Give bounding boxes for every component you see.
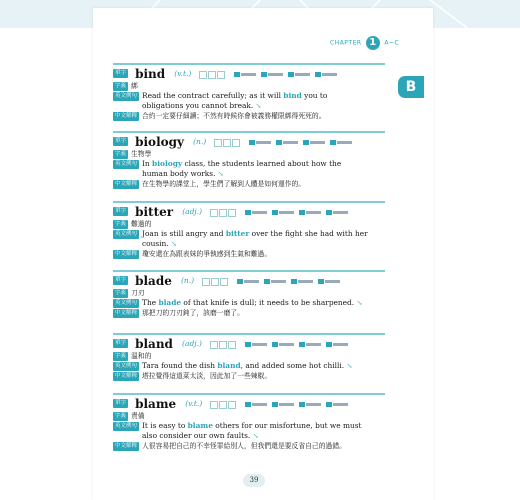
- part-of-speech: (adj.): [182, 339, 202, 348]
- example-row: [113, 421, 385, 441]
- word-tag: 單字: [115, 208, 127, 214]
- translation-row: [113, 111, 385, 121]
- example-row: [113, 159, 385, 179]
- chapter-number: 1: [366, 36, 380, 50]
- dictionary-entry: [113, 131, 385, 189]
- entry-header: [113, 333, 385, 351]
- headword: blade: [135, 273, 172, 288]
- word-tag: 單字: [115, 340, 127, 346]
- word-tag: 單字: [115, 138, 127, 144]
- meaning-row: [113, 288, 385, 298]
- highlighted-word: bitter: [225, 229, 250, 238]
- part-of-speech: (n.): [193, 137, 207, 146]
- translation-text: 在生物學的課堂上，學生們了解到人體是如何運作的。: [142, 180, 306, 188]
- meaning-tag: 字義: [115, 412, 127, 419]
- translation-row: [113, 441, 385, 451]
- headword: bitter: [135, 204, 174, 219]
- entry-divider: [113, 131, 385, 133]
- part-of-speech: (v.t.): [185, 399, 203, 408]
- headword: biology: [135, 134, 184, 149]
- translation-tag: 中文解釋: [115, 250, 138, 257]
- sentence-text: class, the students learned about how the human body works.: [142, 159, 342, 178]
- dictionary-entry: [113, 270, 385, 318]
- example-row: [113, 229, 385, 249]
- example-tag: 英文例句: [115, 93, 138, 99]
- translation-text: 那把刀的刀刃鈍了，該磨一磨了。: [142, 309, 244, 317]
- entry-header: [113, 131, 385, 149]
- translation-tag: 中文解釋: [115, 372, 138, 379]
- meaning-tag: 字義: [115, 150, 127, 157]
- headword: blame: [135, 396, 177, 411]
- translation-text: 塔拉覺得這道菜太淡，因此加了一些辣椒。: [142, 372, 272, 380]
- chapter-range: A~C: [384, 39, 400, 47]
- meaning-text: 責備: [131, 412, 145, 420]
- part-of-speech: (v.t.): [174, 69, 192, 78]
- sentence-text: you to obligations you cannot break.: [142, 91, 328, 110]
- meaning-text: 刀刃: [131, 289, 145, 297]
- page-number: 39: [243, 474, 265, 487]
- highlighted-word: blade: [158, 298, 182, 307]
- translation-row: [113, 308, 385, 318]
- meaning-row: [113, 411, 385, 421]
- translation-tag: 中文解釋: [115, 309, 138, 316]
- example-sentence: [142, 361, 368, 371]
- entry-header: [113, 201, 385, 219]
- translation-text: 合約一定要仔細讀；不然有時候你會被義務權限綁得死死的。: [142, 112, 326, 120]
- example-sentence: [142, 229, 368, 249]
- example-tag: 英文例句: [115, 423, 138, 429]
- example-sentence: [142, 91, 368, 111]
- translation-text: 瓊安還在為跟表妹的爭執感到生氣和難過。: [142, 250, 272, 258]
- highlighted-word: biology: [152, 159, 183, 168]
- sentence-text: of that knife is dull; it needs to be sharpened.: [181, 298, 355, 307]
- translation-row: [113, 249, 385, 259]
- audio-arrow-icon[interactable]: ↘: [217, 170, 224, 178]
- sentence-text: Joan is still angry and: [142, 229, 226, 238]
- meaning-tag: 字義: [115, 82, 127, 89]
- example-row: [113, 91, 385, 111]
- translation-row: [113, 371, 385, 381]
- meaning-row: [113, 81, 385, 91]
- sentence-text: over the fight she had with her cousin.: [142, 229, 368, 248]
- meaning-text: 生物學: [131, 150, 152, 158]
- example-tag: 英文例句: [115, 231, 138, 237]
- example-row: [113, 361, 385, 371]
- meaning-text: 難過的: [131, 220, 152, 228]
- meaning-row: [113, 219, 385, 229]
- audio-arrow-icon[interactable]: ↘: [252, 432, 259, 440]
- translation-tag: 中文解釋: [115, 442, 138, 449]
- sentence-text: Tara found the dish: [142, 361, 218, 370]
- section-tab[interactable]: B: [398, 76, 424, 98]
- headword: bind: [135, 66, 166, 81]
- example-tag: 英文例句: [115, 300, 138, 306]
- sentence-text: In: [142, 159, 153, 168]
- translation-row: [113, 179, 385, 189]
- part-of-speech: (n.): [180, 276, 195, 285]
- sentence-text: Read the contract carefully; as it will: [142, 91, 284, 100]
- translation-tag: 中文解釋: [115, 112, 138, 119]
- meaning-tag: 字義: [115, 220, 127, 227]
- meaning-row: [113, 149, 385, 159]
- sentence-text: others for our misfortune, but we must also consider our own faults.: [142, 421, 362, 440]
- entry-divider: [113, 270, 385, 272]
- highlighted-word: bland: [217, 361, 241, 370]
- entry-divider: [113, 333, 385, 335]
- sentence-text: The: [142, 298, 159, 307]
- example-row: [113, 298, 385, 308]
- meaning-text: 綁: [131, 82, 138, 90]
- entry-divider: [113, 63, 385, 65]
- audio-arrow-icon[interactable]: ↘: [171, 240, 177, 248]
- chapter-label: CHAPTER: [330, 39, 362, 47]
- sentence-text: It is easy to: [142, 421, 188, 430]
- entry-divider: [113, 393, 385, 395]
- dictionary-entry: [113, 201, 385, 259]
- dictionary-entry: [113, 393, 385, 451]
- audio-arrow-icon[interactable]: ↘: [356, 299, 363, 307]
- part-of-speech: (adj.): [182, 207, 203, 216]
- translation-tag: 中文解釋: [115, 180, 138, 187]
- translation-text: 人很容易把自己的不幸怪罪給別人，但我們還是要反省自己的過錯。: [142, 442, 346, 450]
- chapter-indicator: [330, 36, 399, 50]
- example-sentence: [142, 159, 368, 179]
- entry-header: [113, 63, 385, 81]
- example-tag: 英文例句: [115, 363, 138, 369]
- meaning-tag: 字義: [115, 352, 127, 359]
- entry-divider: [113, 201, 385, 203]
- entry-header: [113, 393, 385, 411]
- entry-header: [113, 270, 385, 288]
- example-sentence: [142, 298, 368, 308]
- word-tag: 單字: [115, 70, 127, 76]
- example-tag: 英文例句: [115, 161, 138, 167]
- word-tag: 單字: [115, 277, 127, 283]
- meaning-row: [113, 351, 385, 361]
- meaning-tag: 字義: [115, 289, 127, 296]
- headword: bland: [135, 336, 173, 351]
- meaning-text: 溫和的: [131, 352, 152, 360]
- audio-arrow-icon[interactable]: ↘: [255, 102, 262, 110]
- word-tag: 單字: [115, 400, 127, 406]
- highlighted-word: blame: [187, 421, 213, 430]
- highlighted-word: bind: [283, 91, 302, 100]
- audio-arrow-icon[interactable]: ↘: [346, 362, 353, 370]
- sentence-text: , and added some hot chilli.: [240, 361, 345, 370]
- dictionary-entry: [113, 333, 385, 381]
- dictionary-entry: [113, 63, 385, 121]
- example-sentence: [142, 421, 368, 441]
